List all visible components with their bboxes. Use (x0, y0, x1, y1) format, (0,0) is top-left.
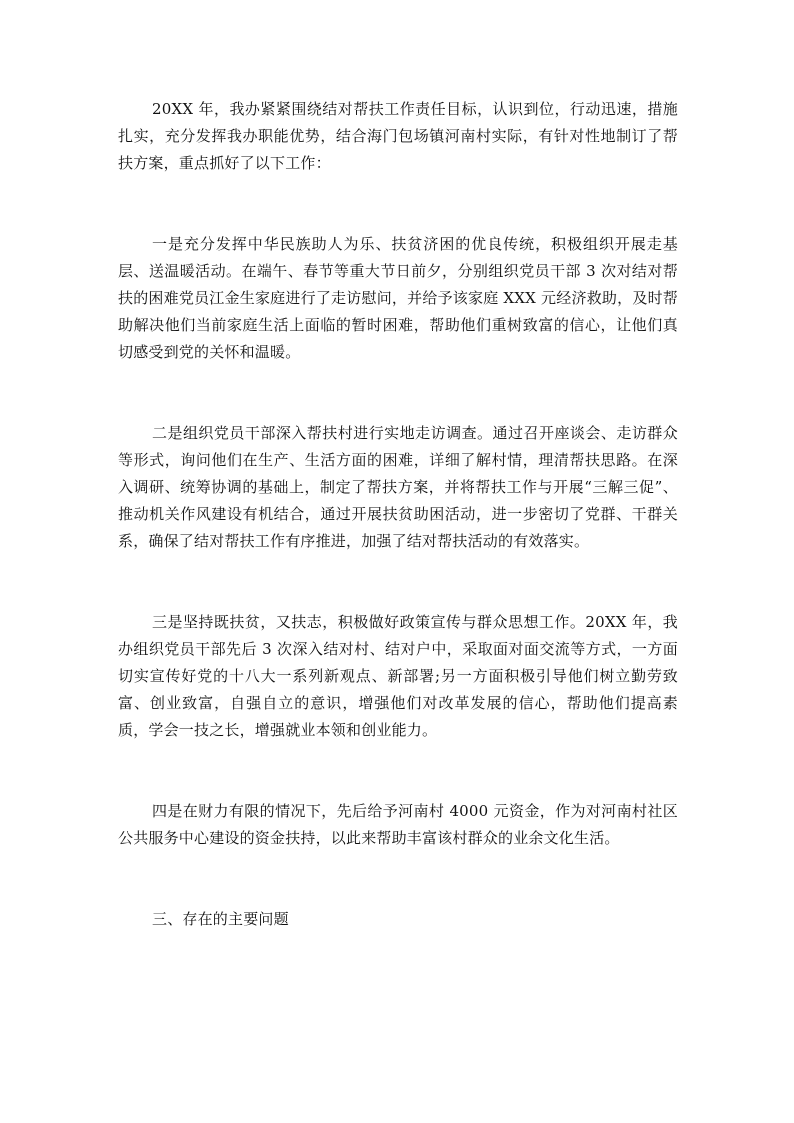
document-body (118, 96, 678, 933)
paragraph-item-three: 三是坚持既扶贫，又扶志，积极做好政策宣传与群众思想工作。20XX 年，我办组织党员干部先后 3 次深入结对村、结对户中，采取面对面交流等方式，一方面切实宣传好党的十八大一系列新观点、新部署;另一方面积极引导他们树立勤劳致富、创业致富，自强自立的意识，增强他们对改革发展的信心，帮助他们提高素质，学会一技之长，增强就业本领和创业能力。 (118, 613, 678, 739)
paragraph-spacer (118, 744, 678, 798)
paragraph-spacer (118, 555, 678, 609)
paragraph-item-four: 四是在财力有限的情况下，先后给予河南村 4000 元资金，作为对河南村社区公共服务中心建设的资金扶持，以此来帮助丰富该村群众的业余文化生活。 (118, 802, 678, 847)
section-heading: 三、存在的主要问题 (152, 910, 289, 928)
paragraph-spacer (118, 177, 678, 231)
paragraph-item-two: 二是组织党员干部深入帮扶村进行实地走访调查。通过召开座谈会、走访群众等形式，询问他们在生产、生活方面的困难，详细了解村情，理清帮扶思路。在深入调研、统筹协调的基础上，制定了帮扶方案，并将帮扶工作与开展“三解三促”、推动机关作风建设有机结合，通过开展扶贫助困活动，进一步密切了党群、干群关系，确保了结对帮扶工作有序推进，加强了结对帮扶活动的有效落实。 (118, 424, 678, 550)
paragraph-spacer (118, 852, 678, 906)
paragraph-spacer (118, 366, 678, 420)
paragraph-item-one: 一是充分发挥中华民族助人为乐、扶贫济困的优良传统，积极组织开展走基层、送温暖活动。在端午、春节等重大节日前夕，分别组织党员干部 3 次对结对帮扶的困难党员江金生家庭进行了走访慰问，并给予该家庭 XXX 元经济救助，及时帮助解决他们当前家庭生活上面临的暂时困难，帮助他们重树致富的信心，让他们真切感受到党的关怀和温暖。 (118, 235, 678, 361)
paragraph-intro: 20XX 年，我办紧紧围绕结对帮扶工作责任目标，认识到位，行动迅速，措施扎实，充分发挥我办职能优势，结合海门包场镇河南村实际，有针对性地制订了帮扶方案，重点抓好了以下工作： (118, 100, 678, 172)
